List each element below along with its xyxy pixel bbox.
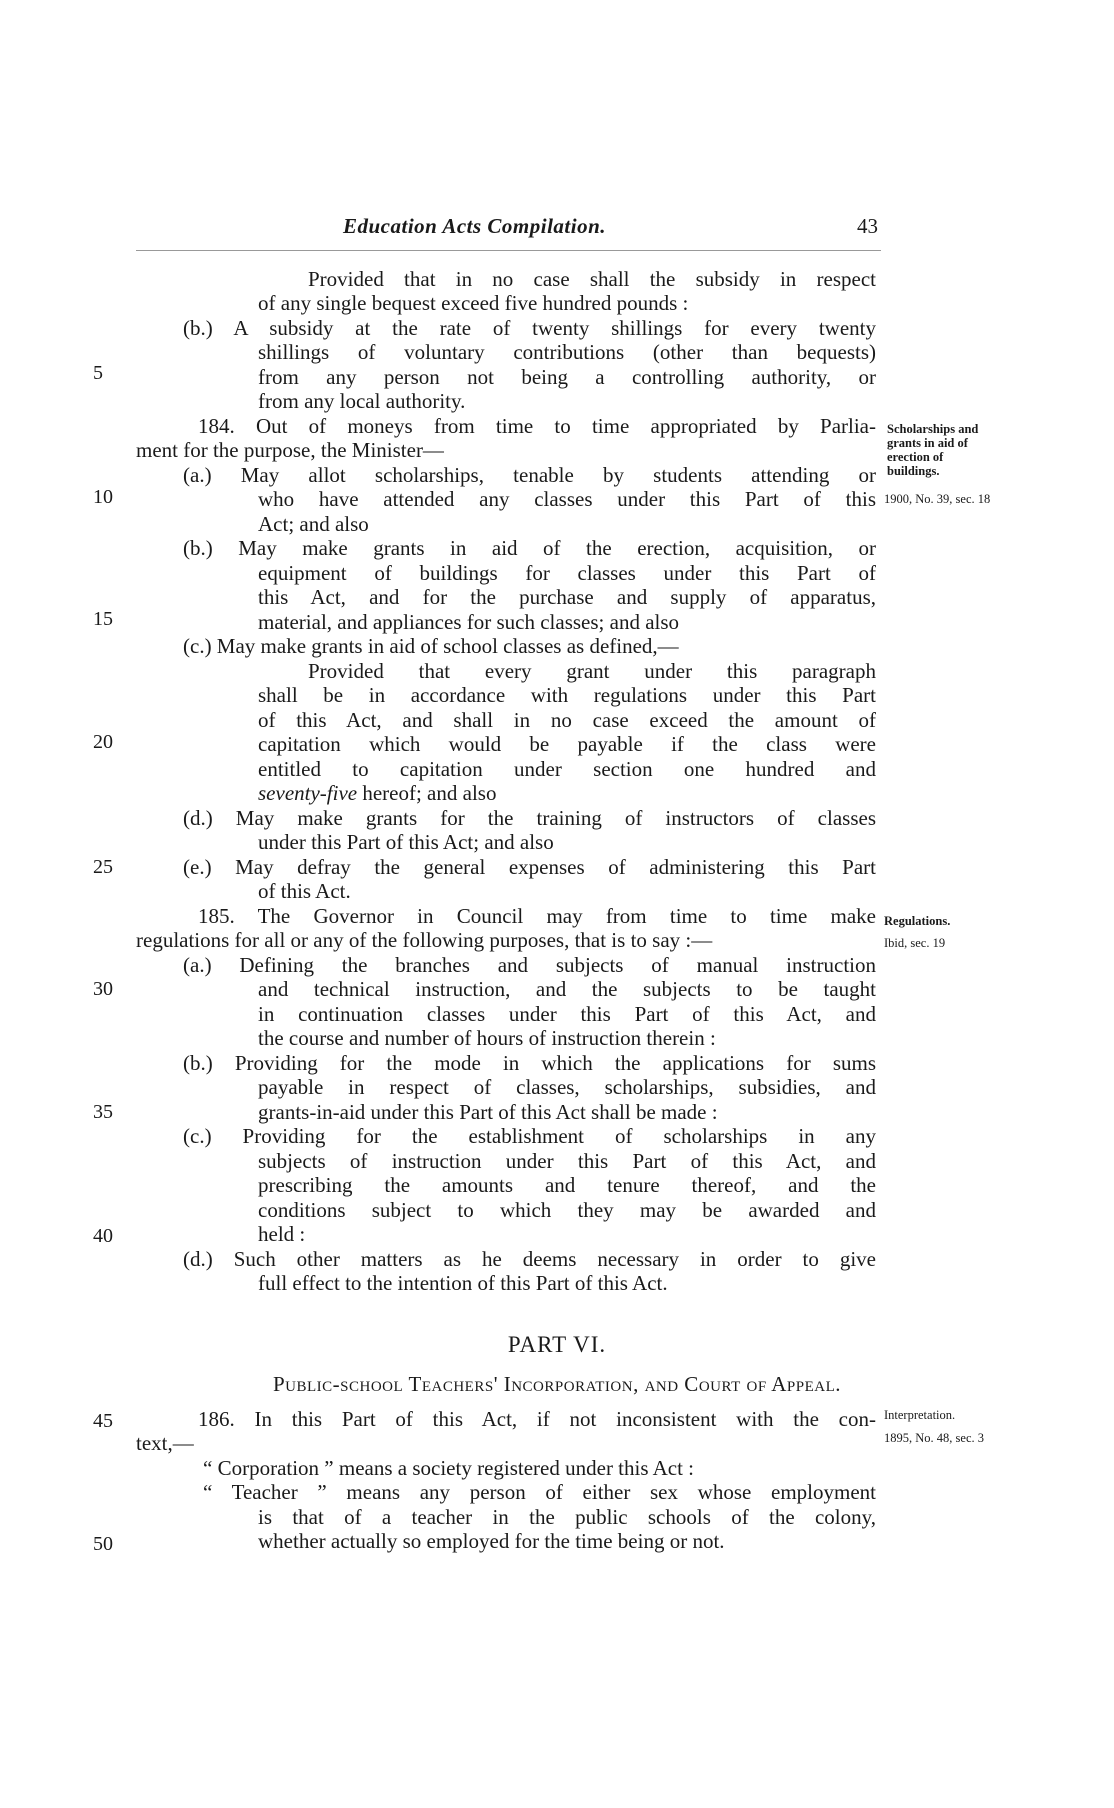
text-line: (a.) May allot scholarships, tenable by students attending or xyxy=(183,463,876,487)
line-number: 40 xyxy=(93,1225,113,1247)
text-line: conditions subject to which they may be awarded and xyxy=(258,1198,876,1222)
line-number: 25 xyxy=(93,856,113,878)
header-title: Education Acts Compilation. xyxy=(343,214,607,238)
line-number: 50 xyxy=(93,1533,113,1555)
text-line: 186. In this Part of this Act, if not inconsistent with the con- xyxy=(198,1407,876,1431)
text-line: (e.) May defray the general expenses of administering this Part xyxy=(183,855,876,879)
line-number: 35 xyxy=(93,1101,113,1123)
part-heading: PART VI. xyxy=(507,1332,607,1357)
text-line: text,— xyxy=(136,1431,194,1455)
text-line xyxy=(258,781,496,805)
line-number: 20 xyxy=(93,731,113,753)
text-line: from any person not being a controlling authority, or xyxy=(258,365,876,389)
line-number: 15 xyxy=(93,608,113,630)
margin-note-line: grants in aid of xyxy=(887,436,968,450)
line-number: 45 xyxy=(93,1410,113,1432)
text-line: 185. The Governor in Council may from time to time make xyxy=(198,904,876,928)
text-line: “ Teacher ” means any person of either sex whose employment xyxy=(203,1480,876,1504)
line-number: 30 xyxy=(93,978,113,1000)
text-line: of any single bequest exceed five hundred pounds : xyxy=(258,291,689,315)
margin-note-line: erection of xyxy=(887,450,944,464)
text-line: this Act, and for the purchase and supply of apparatus, xyxy=(258,585,876,609)
text-line: from any local authority. xyxy=(258,389,466,413)
text-line: entitled to capitation under section one hundred and xyxy=(258,757,876,781)
text-line: (d.) May make grants for the training of instructors of classes xyxy=(183,806,876,830)
text-line: (d.) Such other matters as he deems necessary in order to give xyxy=(183,1247,876,1271)
margin-note-reference: Ibid, sec. 19 xyxy=(884,936,946,950)
text-line: (c.) Providing for the establishment of scholarships in any xyxy=(183,1124,876,1148)
text-line: and technical instruction, and the subjects to be taught xyxy=(258,977,876,1001)
text-line: who have attended any classes under this Part of this xyxy=(258,487,876,511)
text-line: (b.) A subsidy at the rate of twenty shillings for every twenty xyxy=(183,316,876,340)
text-line: whether actually so employed for the time being or not. xyxy=(258,1529,725,1553)
text-line: prescribing the amounts and tenure thereof, and the xyxy=(258,1173,876,1197)
margin-note-line: Regulations. xyxy=(884,914,951,928)
text-line: (b.) May make grants in aid of the erection, acquisition, or xyxy=(183,536,876,560)
text-line: grants-in-aid under this Part of this Act shall be made : xyxy=(258,1100,718,1124)
page-number: 43 xyxy=(857,214,878,238)
text-line: material, and appliances for such classes; and also xyxy=(258,610,680,634)
text-line: the course and number of hours of instruction therein : xyxy=(258,1026,716,1050)
margin-note-reference: 1895, No. 48, sec. 3 xyxy=(884,1431,984,1445)
text-line: shall be in accordance with regulations under this Part xyxy=(258,683,876,707)
text-fragment: hereof; and also xyxy=(357,781,497,805)
margin-note-line: Scholarships and xyxy=(887,422,979,436)
text-line: Act; and also xyxy=(258,512,369,536)
running-header xyxy=(0,214,1114,244)
text-line: of this Act, and shall in no case exceed the amount of xyxy=(258,708,876,732)
text-line: subjects of instruction under this Part of this Act, and xyxy=(258,1149,876,1173)
text-line: (c.) May make grants in aid of school classes as defined,— xyxy=(183,634,679,658)
text-line: full effect to the intention of this Part of this Act. xyxy=(258,1271,668,1295)
italic-phrase: seventy-five xyxy=(258,781,358,805)
text-line: regulations for all or any of the following purposes, that is to say :— xyxy=(136,928,713,952)
text-line: Provided that every grant under this paragraph xyxy=(308,659,876,683)
text-line: shillings of voluntary contributions (other than bequests) xyxy=(258,340,876,364)
text-line: capitation which would be payable if the class were xyxy=(258,732,876,756)
margin-note-reference: 1900, No. 39, sec. 18 xyxy=(884,492,991,506)
text-line: is that of a teacher in the public schools of the colony, xyxy=(258,1505,876,1529)
margin-note-line: buildings. xyxy=(887,464,940,478)
text-line: “ Corporation ” means a society registered under this Act : xyxy=(203,1456,695,1480)
part-subtitle: Public-school Teachers' Incorporation, and Court of Appeal. xyxy=(272,1372,842,1396)
header-rule xyxy=(136,250,881,251)
text-line: ment for the purpose, the Minister— xyxy=(136,438,444,462)
text-line: held : xyxy=(258,1222,306,1246)
text-line: 184. Out of moneys from time to time appropriated by Parlia- xyxy=(198,414,876,438)
text-line: payable in respect of classes, scholarships, subsidies, and xyxy=(258,1075,876,1099)
text-line: in continuation classes under this Part of this Act, and xyxy=(258,1002,876,1026)
margin-note-line: Interpretation. xyxy=(884,1408,956,1422)
text-line: Provided that in no case shall the subsidy in respect xyxy=(308,267,876,291)
text-line: of this Act. xyxy=(258,879,351,903)
line-number: 10 xyxy=(93,486,113,508)
text-line: equipment of buildings for classes under this Part of xyxy=(258,561,876,585)
text-line: (a.) Defining the branches and subjects of manual instruction xyxy=(183,953,876,977)
line-number: 5 xyxy=(93,362,103,384)
text-line: (b.) Providing for the mode in which the applications for sums xyxy=(183,1051,876,1075)
text-line: under this Part of this Act; and also xyxy=(258,830,554,854)
